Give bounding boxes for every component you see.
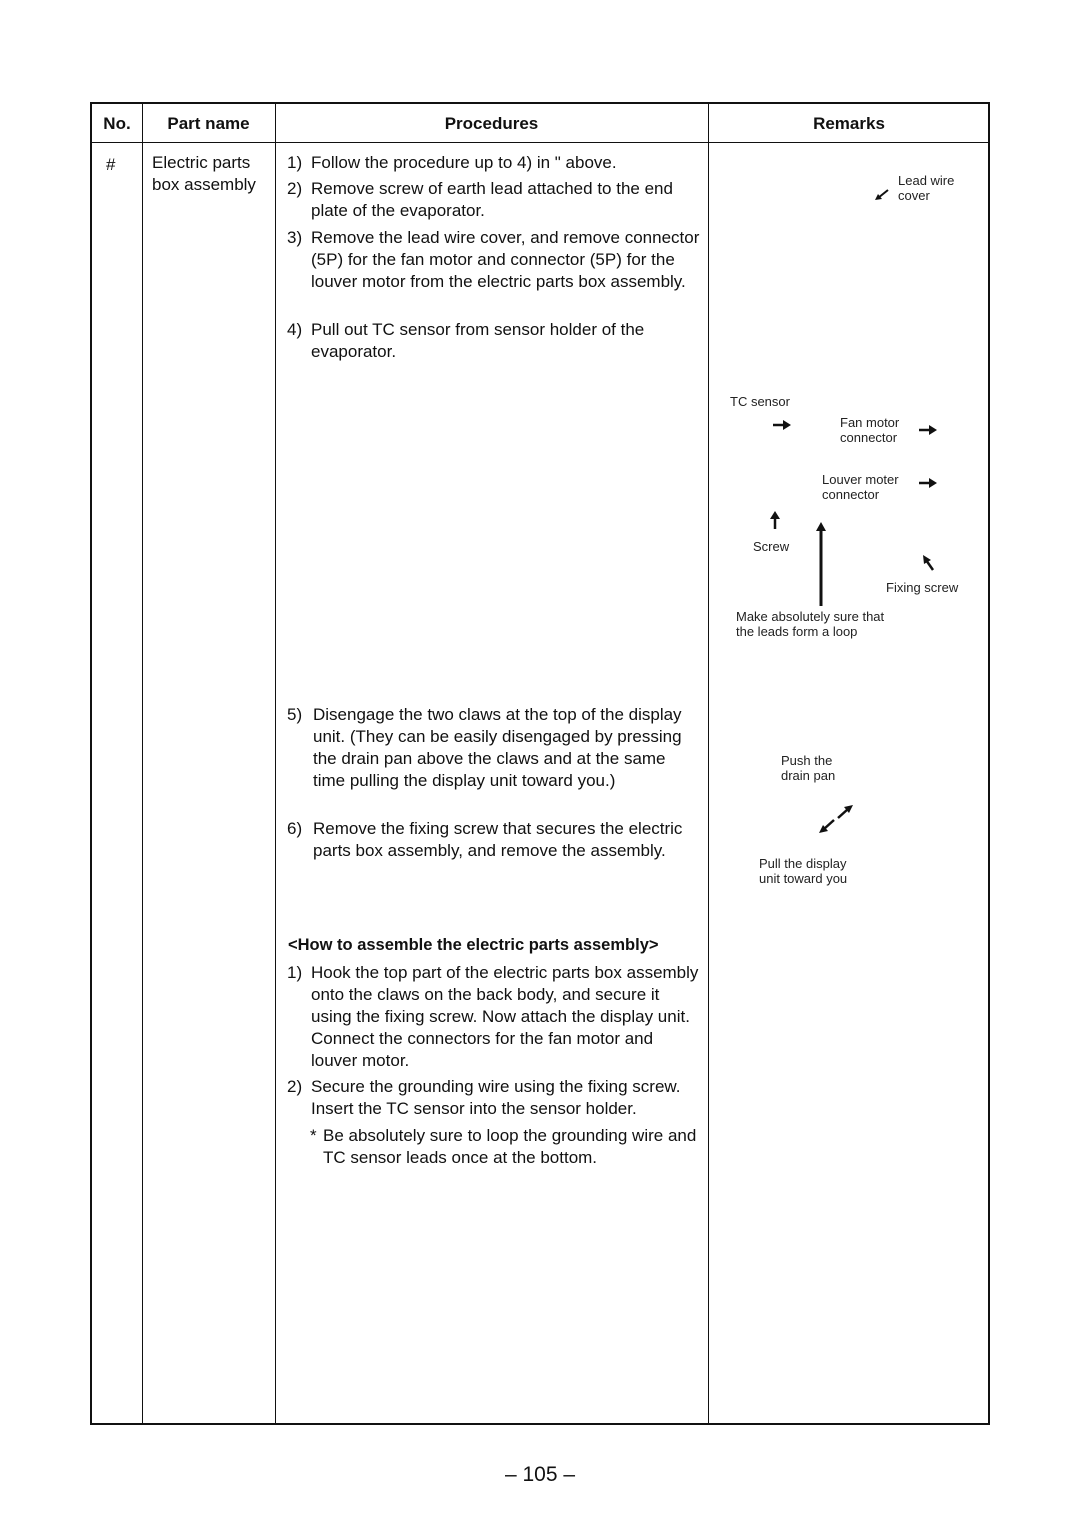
label-fixing-screw: Fixing screw [886,580,959,595]
loop-arrow-up-icon [815,521,827,607]
label-line: cover [898,188,930,203]
arrow-up-right-icon [836,804,854,820]
arrow-right-icon [918,477,938,489]
step-number: 3) [287,228,303,247]
procedure-table [90,102,990,1425]
step-number: 5) [287,705,303,724]
assemble-step [287,1076,702,1120]
column-divider [708,104,709,1423]
step-text: Remove the fixing screw that secures the electric parts box assembly, and remove the assembly. [313,819,683,860]
label-screw: Screw [753,539,790,554]
label-line: Louver moter [822,472,899,487]
label-line: Fan motor [840,415,900,430]
label-line: Lead wire [898,173,955,188]
step-text: Remove the lead wire cover, and remove connector (5P) for the fan motor and connector (5P) for the louver motor from the electric parts box assembly. [311,228,700,291]
arrow-up-icon [769,510,781,530]
step-text: Hook the top part of the electric parts box assembly onto the claws on the back body, and secure it using the fixing screw. Now attach the display unit. Connect the connectors for the fan motor and louver motor. [311,963,699,1070]
part-name-line: box assembly [152,175,256,194]
arrow-down-left-icon [818,818,836,834]
step-text: Remove screw of earth lead attached to the end plate of the evaporator. [311,179,673,220]
procedure-step [287,227,702,293]
header-part-name: Part name [167,114,250,133]
assemble-heading: <How to assemble the electric parts assembly> [288,936,659,954]
label-line: drain pan [781,768,836,783]
note-marker: * [310,1126,317,1145]
label-tc-sensor: TC sensor [730,394,790,409]
procedure-step [287,152,702,174]
step-text: Pull out TC sensor from sensor holder of the evaporator. [311,320,645,361]
label-louver-motor-connector [822,472,899,502]
step-number: 4) [287,320,303,339]
label-lead-wire-cover [898,173,954,203]
header-remarks: Remarks [813,114,885,133]
label-line: connector [822,487,880,502]
label-line: connector [840,430,898,445]
header-divider [92,142,988,143]
header-procedures: Procedures [444,114,539,133]
label-push-drain-pan [781,753,835,783]
arrow-down-left-icon [874,188,890,202]
procedure-step [287,704,702,792]
column-divider [142,104,143,1423]
row-number: # [106,155,116,174]
step-number: 6) [287,819,303,838]
label-loop-note [736,609,884,639]
step-text: Secure the grounding wire using the fixing screw. Insert the TC sensor into the sensor holder. [311,1077,681,1118]
arrow-up-left-icon [922,554,936,572]
assemble-step [287,962,702,1072]
arrow-right-icon [772,419,792,431]
label-fan-motor-connector [840,415,899,445]
header-no: No. [103,114,131,133]
arrow-right-icon [918,424,938,436]
column-divider [275,104,276,1423]
step-text: Disengage the two claws at the top of the display unit. (They can be easily disengaged by pressing the drain pan above the claws and at the same time pulling the display unit toward you.) [313,705,682,790]
procedure-step [287,319,702,363]
part-name [152,152,256,196]
procedure-step [287,178,702,222]
part-name-line: Electric parts [152,153,251,172]
label-line: Make absolutely sure that [736,609,885,624]
label-line: Push the [781,753,833,768]
step-number: 2) [287,179,303,198]
label-line: Pull the display [759,856,847,871]
step-text: Follow the procedure up to 4) in " above. [311,153,617,172]
step-number: 1) [287,153,303,172]
label-pull-display-unit [759,856,847,886]
note-text: Be absolutely sure to loop the grounding wire and TC sensor leads once at the bottom. [323,1126,697,1167]
step-number: 2) [287,1077,303,1096]
label-line: unit toward you [759,871,848,886]
step-number: 1) [287,963,303,982]
page-number: – 105 – [504,1463,576,1486]
label-line: the leads form a loop [736,624,858,639]
assemble-note [310,1125,702,1169]
procedure-step [287,818,702,862]
